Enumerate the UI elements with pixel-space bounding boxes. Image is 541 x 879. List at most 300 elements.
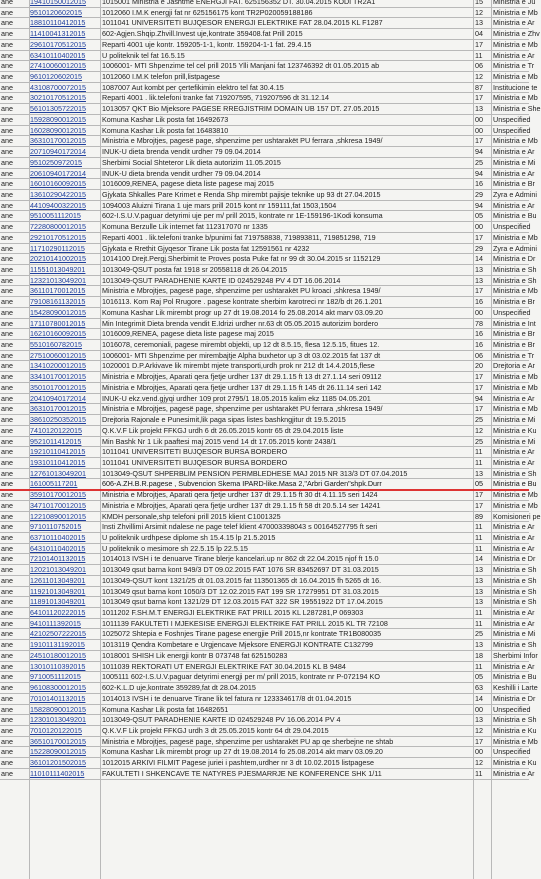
row-description-cell: 1012060 I.M.K telefon prill,listpagese bbox=[102, 72, 220, 82]
row-institution-cell: Zyra e Admini bbox=[493, 189, 537, 199]
row-type-cell: ane bbox=[1, 597, 13, 607]
row-code-cell: 14 bbox=[475, 693, 483, 703]
row-description-cell: Reparti 4001 . lik.telefoni tranke fat 719207595, 719207596 dt 31.12.14 bbox=[102, 93, 329, 103]
row-type-cell: ane bbox=[1, 104, 13, 114]
table-row bbox=[0, 705, 529, 716]
row-institution-cell: Ministria e Tr bbox=[493, 61, 535, 71]
row-code-cell: 14 bbox=[475, 254, 483, 264]
row-code-cell: 00 bbox=[475, 114, 483, 124]
row-institution-cell: Ministria e Mb bbox=[493, 7, 538, 17]
row-description-cell: 1014100 Drejt.Pergj.Sherbimit te Proves posta Puke fat nr 99 dt 30.04.2015 sr 1152129 bbox=[102, 254, 381, 264]
row-id-link[interactable]: 63710110402015 bbox=[30, 533, 86, 542]
row-type-cell: ane bbox=[1, 575, 13, 585]
row-type-cell: ane bbox=[1, 415, 13, 425]
table-row bbox=[0, 93, 538, 104]
row-id-link[interactable]: 36310170012015 bbox=[30, 404, 86, 414]
row-institution-cell: Ministria e Mb bbox=[493, 490, 538, 500]
row-institution-cell: Ministria e Ju bbox=[493, 0, 536, 6]
table-row bbox=[0, 650, 538, 662]
row-code-cell: 04 bbox=[475, 29, 483, 39]
row-id-link[interactable]: 11410041312015 bbox=[30, 29, 86, 39]
row-id-link[interactable]: 29610170512015 bbox=[30, 39, 86, 49]
row-id-link[interactable]: 56101305722015 bbox=[30, 104, 86, 114]
row-code-cell: 11 bbox=[475, 533, 483, 542]
row-id-link[interactable]: 44109400322015 bbox=[30, 200, 86, 210]
row-description-cell: 1011139 FAKULTETI I MJEKESISE ENERGJI ELEKTRIKE FAT PRILL 2015 KL TR 72108 bbox=[102, 618, 388, 628]
row-type-cell: ane bbox=[1, 586, 13, 596]
row-institution-cell: Ministria e Mb bbox=[493, 286, 538, 296]
table-row bbox=[0, 286, 538, 297]
row-id-link[interactable]: 17110780012015 bbox=[30, 318, 86, 328]
row-institution-cell: Unspecified bbox=[493, 307, 531, 317]
row-id-link[interactable]: 12321013049201 bbox=[30, 275, 86, 285]
row-type-cell: ane bbox=[1, 736, 13, 746]
table-row bbox=[0, 350, 535, 362]
row-code-cell: 17 bbox=[475, 490, 483, 500]
row-type-cell: ane bbox=[1, 307, 13, 317]
row-id-link[interactable]: 36310170012015 bbox=[30, 136, 86, 146]
row-description-cell: 1016009,RENEA, pagese dieta liste pagese maj 2015 bbox=[102, 329, 274, 339]
table-row bbox=[0, 7, 538, 19]
row-code-cell: 17 bbox=[475, 382, 483, 392]
row-description-cell: U politeknik o mesimore sh 22.5.15 lp 22.5.15 bbox=[102, 543, 248, 553]
row-id-link[interactable]: 9521011412015 bbox=[30, 436, 82, 446]
row-description-cell: 1013049-QSUT PARADHENIE KARTE ID 024529248 PV 4 DT 16.06.2014 bbox=[102, 275, 341, 285]
table-row bbox=[0, 147, 535, 158]
row-id-link[interactable]: 11710290112015 bbox=[30, 243, 85, 253]
row-code-cell: 78 bbox=[475, 318, 483, 328]
row-code-cell: 16 bbox=[475, 340, 483, 350]
row-id-link[interactable]: 63410110402015 bbox=[30, 50, 86, 60]
row-description-cell: 1025072 Shtepia e Foshnjes Tirane pagese energjie Prill 2015,nr kontrate TR1B080035 bbox=[102, 629, 382, 639]
row-id-link[interactable]: 70101401132015 bbox=[30, 693, 86, 703]
table-row bbox=[0, 640, 537, 651]
row-id-link[interactable]: 9710110752015 bbox=[30, 522, 82, 532]
row-description-cell: Komuna Kashar Lik posta fat 16492673 bbox=[102, 114, 229, 124]
row-description-cell: Gjykata Shkalles Pare Krimet e Renda Shp mirembt pajisje teknike up 93 dt 27.04.2015 bbox=[102, 189, 381, 199]
row-id-link[interactable]: 161005117201 bbox=[30, 479, 78, 489]
row-code-cell: 13 bbox=[475, 565, 483, 575]
row-code-cell: 00 bbox=[475, 125, 483, 135]
table-row bbox=[0, 457, 535, 469]
table-row bbox=[0, 661, 535, 673]
row-type-cell: ane bbox=[1, 479, 13, 489]
row-type-cell: ane bbox=[1, 286, 13, 296]
row-code-cell: 25 bbox=[475, 415, 483, 425]
row-type-cell: ane bbox=[1, 254, 13, 264]
row-type-cell: ane bbox=[1, 457, 13, 467]
table-row bbox=[0, 672, 537, 683]
row-institution-cell: Ministria e Dr bbox=[493, 254, 536, 264]
row-type-cell: ane bbox=[1, 608, 13, 618]
row-id-link[interactable]: 12611013049201 bbox=[30, 575, 86, 585]
row-id-link[interactable]: 11551013049201 bbox=[30, 265, 86, 274]
row-description-cell: 1011041 UNIVERSITETI BUJQESOR ENERGJI ELEKTRIKE FAT 28.04.2015 KL F1287 bbox=[102, 18, 383, 28]
row-institution-cell: Ministria e Sh bbox=[493, 640, 537, 650]
row-code-cell: 13 bbox=[475, 586, 483, 596]
row-description-cell: Ministria e Mbrojtjes, pagesë page, shpenzime per ushtarakët PU ferrara ,shkresa 1949/ bbox=[102, 136, 383, 146]
table-row bbox=[0, 725, 537, 737]
row-id-link[interactable]: 64101120222015 bbox=[30, 608, 86, 618]
row-id-link[interactable]: 20710940172014 bbox=[30, 147, 86, 157]
row-type-cell: ane bbox=[1, 211, 13, 221]
row-description-cell: 1014013 IVSH i te denuarve Tirane lik tel fatura nr 123334617/8 dt 01.04.2015 bbox=[102, 693, 352, 703]
row-description-cell: Min Integrimit Dieta brenda vendit E.Idrizi urdher nr.63 dt 05.05.2015 autorizim bordero bbox=[102, 318, 379, 328]
row-code-cell: 16 bbox=[475, 329, 483, 339]
row-code-cell: 13 bbox=[475, 265, 483, 274]
row-description-cell: 1013049-QSUT posta fat 1918 sr 20558118 dt 26.04.2015 bbox=[102, 265, 288, 274]
row-id-link[interactable]: 38610250352015 bbox=[30, 415, 86, 425]
row-institution-cell: Ministria e Mb bbox=[493, 39, 538, 49]
red-underline-mark bbox=[0, 489, 529, 490]
row-id-link[interactable]: 19210110412015 bbox=[30, 447, 86, 457]
table-row bbox=[0, 372, 538, 383]
row-id-link[interactable]: 9710051112015 bbox=[30, 672, 81, 682]
row-id-link[interactable]: 27510060012015 bbox=[30, 350, 86, 360]
row-description-cell: Ministria e Mbrojtjes, Aparati qera fjetje urdher 137 dt 29.1.15 ft 145 dt 26.11.14 seri 142 bbox=[102, 382, 382, 392]
row-id-link[interactable]: 36101201502015 bbox=[30, 758, 86, 768]
row-institution-cell: Ministria e Ar bbox=[493, 168, 535, 178]
row-id-link[interactable]: 12301013049201 bbox=[30, 715, 86, 725]
table-row bbox=[0, 104, 541, 115]
row-type-cell: ane bbox=[1, 50, 13, 60]
row-code-cell: 87 bbox=[475, 82, 483, 92]
table-row bbox=[0, 511, 541, 523]
row-type-cell: ane bbox=[1, 243, 13, 253]
row-institution-cell: Ministria e Mb bbox=[493, 136, 538, 146]
row-id-link[interactable]: 64310110402015 bbox=[30, 543, 86, 553]
row-description-cell: Min Bashk Nr 1 Lik paaftesi maj 2015 vend 14 dt 17.05.2015 kontr 2438/1 bbox=[102, 436, 337, 446]
table-row bbox=[0, 586, 537, 598]
row-id-link[interactable]: 19101131192015 bbox=[30, 640, 85, 650]
row-id-link[interactable]: 9510051112015 bbox=[30, 211, 81, 221]
row-description-cell: Ministria e Mbrojtjes, pagesë page, shpenzime per ushtarakët PU ferrara ,shkresa 1949/ bbox=[102, 404, 383, 414]
row-description-cell: 1011202 F.SH.M.T ENERGJI ELEKTRIKE FAT PRILL 2015 KL L287281,P 069303 bbox=[102, 608, 364, 618]
row-type-cell: ane bbox=[1, 93, 13, 103]
row-institution-cell: Ministria e Ar bbox=[493, 457, 535, 467]
row-id-link[interactable]: 29210170512015 bbox=[30, 232, 86, 242]
row-type-cell: ane bbox=[1, 511, 13, 521]
table-row bbox=[0, 490, 538, 501]
row-type-cell: ane bbox=[1, 329, 13, 339]
row-code-cell: 17 bbox=[475, 286, 483, 296]
row-id-link[interactable]: 18810110412015 bbox=[30, 18, 86, 28]
row-type-cell: ane bbox=[1, 114, 13, 124]
row-institution-cell: Ministria e Sh bbox=[493, 275, 537, 285]
row-code-cell: 25 bbox=[475, 436, 483, 446]
row-id-link[interactable]: 15428090012015 bbox=[30, 307, 86, 317]
row-type-cell: ane bbox=[1, 382, 13, 392]
row-id-link[interactable]: 7410120122015 bbox=[30, 425, 82, 435]
row-id-link[interactable]: 42102507222015 bbox=[30, 629, 86, 639]
row-code-cell: 16 bbox=[475, 179, 483, 189]
row-id-link[interactable]: 15928090012015 bbox=[30, 114, 86, 124]
row-id-link[interactable]: 13610290422015 bbox=[30, 189, 86, 199]
table-row bbox=[0, 522, 535, 533]
row-description-cell: 1013119 Qendra Kombetare e Urgjencave Mjeksore ENERGJI KONTRATE C132799 bbox=[102, 640, 373, 650]
row-institution-cell: Komisioneri pe bbox=[493, 511, 541, 521]
row-type-cell: ane bbox=[1, 265, 13, 274]
row-code-cell: 94 bbox=[475, 200, 483, 210]
row-institution-cell: Ministria e Dr bbox=[493, 554, 536, 564]
row-type-cell: ane bbox=[1, 768, 13, 778]
row-code-cell: 05 bbox=[475, 211, 483, 221]
row-institution-cell: Unspecified bbox=[493, 747, 531, 757]
row-institution-cell: Ministria e Ar bbox=[493, 661, 535, 671]
row-code-cell: 17 bbox=[475, 232, 483, 242]
row-id-link[interactable]: 12210890012015 bbox=[30, 511, 86, 521]
row-id-link[interactable]: 11921013049201 bbox=[30, 586, 86, 596]
row-code-cell: 12 bbox=[475, 425, 483, 435]
row-id-link[interactable]: 30210170512015 bbox=[30, 93, 86, 103]
row-type-cell: ane bbox=[1, 447, 13, 457]
row-type-cell: ane bbox=[1, 7, 13, 17]
row-id-link[interactable]: 36110170012015 bbox=[30, 286, 86, 296]
row-id-link[interactable]: 9510120602015 bbox=[30, 7, 82, 17]
table-row bbox=[0, 222, 529, 233]
row-type-cell: ane bbox=[1, 61, 13, 71]
row-type-cell: ane bbox=[1, 297, 13, 307]
row-id-link[interactable]: 72280800012015 bbox=[30, 222, 86, 232]
row-type-cell: ane bbox=[1, 629, 13, 639]
row-id-link[interactable]: 16210160092015 bbox=[30, 329, 86, 339]
row-institution-cell: Unspecified bbox=[493, 704, 531, 714]
row-institution-cell: Ministria e Ar bbox=[493, 18, 535, 28]
row-description-cell: 602-I.S.U.V.paguar detyrimi uje per m/ prill 2015, kontrate nr 1E-159196-1Kodi konsuma bbox=[102, 211, 383, 221]
row-description-cell: INUK-U dieta brenda vendit urdher 79 09.04.2014 bbox=[102, 168, 261, 178]
row-type-cell: ane bbox=[1, 747, 13, 757]
row-code-cell: 13 bbox=[475, 104, 483, 114]
row-id-link[interactable]: 11891013049201 bbox=[30, 597, 86, 607]
row-id-link[interactable]: 13410200012015 bbox=[30, 361, 86, 371]
row-id-link[interactable]: 12021013049201 bbox=[30, 565, 86, 575]
table-row bbox=[0, 382, 538, 394]
row-id-link[interactable]: 19410150012015 bbox=[30, 0, 86, 6]
row-id-link[interactable]: 11010111402015 bbox=[30, 768, 85, 778]
table-row bbox=[0, 200, 535, 212]
row-code-cell: 15 bbox=[475, 0, 483, 6]
row-institution-cell: Unspecified bbox=[493, 114, 531, 124]
table-row bbox=[0, 126, 529, 137]
row-type-cell: ane bbox=[1, 693, 13, 703]
row-code-cell: 00 bbox=[475, 222, 483, 232]
table-row bbox=[0, 0, 536, 8]
row-institution-cell: Drejtoria e Ar bbox=[493, 361, 535, 371]
row-description-cell: 1020001 D.P.Arkivave lik mirembt mjete transporti,urdh prok nr 212 dt 14.4.2015,flese bbox=[102, 361, 375, 371]
row-code-cell: 11 bbox=[475, 768, 483, 778]
row-type-cell: ane bbox=[1, 565, 13, 575]
table-row bbox=[0, 211, 537, 222]
row-institution-cell: Ministria e Ku bbox=[493, 758, 537, 768]
row-description-cell: 1011039 REKTORATI UT ENERGJI ELEKTRIKE FAT 30.04.2015 KL B 9484 bbox=[102, 661, 346, 671]
row-type-cell: ane bbox=[1, 189, 13, 199]
row-institution-cell: Ministria e Ar bbox=[493, 608, 535, 618]
row-description-cell: 1013049-QSUT SHPERBLIM PENSION PERMBLEDHESE MAJ 2015 NR 313/3 DT 07.04.2015 bbox=[102, 468, 408, 478]
row-code-cell: 12 bbox=[475, 758, 483, 768]
row-type-cell: ane bbox=[1, 147, 13, 157]
table-row bbox=[0, 436, 536, 448]
row-code-cell: 11 bbox=[475, 447, 483, 457]
row-institution-cell: Ministria e Bu bbox=[493, 211, 537, 221]
table-row bbox=[0, 189, 537, 201]
row-institution-cell: Ministria e Ar bbox=[493, 618, 535, 628]
row-code-cell: 17 bbox=[475, 736, 483, 746]
row-type-cell: ane bbox=[1, 18, 13, 28]
row-description-cell: Komuna Berzulle Lik internet fat 112317070 nr 1335 bbox=[102, 222, 268, 232]
row-code-cell: 16 bbox=[475, 297, 483, 307]
row-description-cell: Reparti 4001 . lik.telefoni tranke b/punimi fat 719758838, 719893811, 719851298, 719 bbox=[102, 232, 376, 242]
row-institution-cell: Ministria e Sh bbox=[493, 468, 537, 478]
row-description-cell: 1087007 Aut kombt per çertefikimin elektro tel fat 30.4.15 bbox=[102, 82, 284, 92]
row-description-cell: 1013049 qsut barna kont 1321/29 DT 12.03.2015 FAT 322 SR 19551922 DT 17.04.2015 bbox=[102, 597, 383, 607]
row-description-cell: Komuna Kashar Lik posta fat 16482651 bbox=[102, 704, 229, 714]
row-id-link[interactable]: 16028090012015 bbox=[30, 125, 86, 135]
table-row bbox=[0, 265, 537, 276]
row-code-cell: 94 bbox=[475, 147, 483, 157]
table-row bbox=[0, 254, 536, 265]
row-description-cell: 1013057 QKT Bio Mjeksore PAGESE RREGJISTRIM DOMAIN UB 157 DT. 27.05.2015 bbox=[102, 104, 380, 114]
row-id-link[interactable]: 20610940172014 bbox=[30, 168, 86, 178]
table-row bbox=[0, 179, 535, 190]
row-type-cell: ane bbox=[1, 157, 13, 167]
row-description-cell: 1006001- MTI Shpenzime tel cel prill 2015 Ylli Manjani fat 123746392 dt 01.05.2015 ab bbox=[102, 61, 380, 71]
table-row bbox=[0, 629, 536, 640]
row-description-cell: Q.K.V.F Lik projekt FFKGJ urdh 3 dt 25.05.2015 kontr 64 dt 29.04.2015 bbox=[102, 725, 329, 735]
table-row bbox=[0, 554, 536, 565]
row-institution-cell: Ministria e Dr bbox=[493, 693, 536, 703]
table-row bbox=[0, 415, 536, 426]
row-id-link[interactable]: 79108161132015 bbox=[30, 297, 86, 307]
row-id-link[interactable]: 9510250972015 bbox=[30, 157, 82, 167]
row-id-link[interactable]: 16010160092015 bbox=[30, 179, 86, 189]
table-row bbox=[0, 543, 535, 555]
row-code-cell: 13 bbox=[475, 715, 483, 725]
row-id-link[interactable]: 35910170012015 bbox=[30, 490, 86, 500]
row-id-link[interactable]: 20410940172014 bbox=[30, 393, 86, 403]
row-description-cell: Gjykata e Rrethit Gjyqesor Tirane Lik posta fat 12591561 nr 4232 bbox=[102, 243, 310, 253]
row-description-cell: Q.K.V.F Lik projekt FFKGJ urdh 6 dt 26.05.2015 kontr 65 dt 29.04.2015 liste bbox=[102, 425, 344, 435]
row-institution-cell: Ministria e Mb bbox=[493, 382, 538, 392]
row-code-cell: 11 bbox=[475, 661, 483, 671]
row-description-cell: 1012060 I.M.K energji fat nr 625156175 kont TR2P020059188186 bbox=[102, 7, 313, 17]
row-type-cell: ane bbox=[1, 650, 13, 660]
row-description-cell: Sherbimi Social Shteteror Lik dieta autorizim 11.05.2015 bbox=[102, 157, 281, 167]
row-institution-cell: Ministria e Br bbox=[493, 329, 535, 339]
row-type-cell: ane bbox=[1, 543, 13, 553]
row-institution-cell: Ministria e Ar bbox=[493, 768, 535, 778]
row-id-link[interactable]: 19310110412015 bbox=[30, 457, 86, 467]
row-id-link[interactable]: 13010110392015 bbox=[30, 661, 86, 671]
table-row bbox=[0, 404, 538, 415]
row-type-cell: ane bbox=[1, 640, 13, 650]
row-type-cell: ane bbox=[1, 0, 13, 6]
row-institution-cell: Ministria e Ar bbox=[493, 533, 535, 542]
table-row bbox=[0, 340, 535, 351]
row-type-cell: ane bbox=[1, 200, 13, 210]
row-id-link[interactable]: 72101401132015 bbox=[30, 554, 86, 564]
table-row bbox=[0, 157, 536, 169]
row-institution-cell: Ministria e Sh bbox=[493, 715, 537, 725]
row-type-cell: ane bbox=[1, 683, 13, 693]
row-institution-cell: Institucione te bbox=[493, 82, 538, 92]
row-institution-cell: Ministria e Int bbox=[493, 318, 536, 328]
table-row bbox=[0, 693, 536, 705]
row-type-cell: ane bbox=[1, 361, 13, 371]
row-institution-cell: Ministria e Mb bbox=[493, 404, 538, 414]
row-id-link[interactable]: 24510180012015 bbox=[30, 650, 86, 660]
table-row bbox=[0, 275, 537, 287]
row-institution-cell: Ministria e Ar bbox=[493, 393, 535, 403]
row-institution-cell: Ministria e Mi bbox=[493, 436, 536, 446]
row-id-link[interactable]: 35010170012015 bbox=[30, 382, 86, 392]
row-id-link[interactable]: 34710170012015 bbox=[30, 500, 86, 510]
row-id-link[interactable]: 15828090012015 bbox=[30, 704, 86, 714]
row-code-cell: 18 bbox=[475, 650, 483, 660]
row-id-link[interactable]: 33410170012015 bbox=[30, 372, 86, 382]
row-description-cell: U politeknik tel fat 16.5.15 bbox=[102, 50, 185, 60]
row-type-cell: ane bbox=[1, 29, 13, 39]
row-code-cell: 11 bbox=[475, 50, 483, 60]
row-id-link[interactable]: 12761013049201 bbox=[30, 468, 86, 478]
row-id-link[interactable]: 36510170012015 bbox=[30, 736, 86, 746]
row-description-cell: Ministria e Mbrojtjes, Aparati qera fjetje urdher 137 dt 29.1.15 ft 30 dt 4.11.15 seri 1424 bbox=[102, 490, 378, 500]
row-id-link[interactable]: 15228090012015 bbox=[30, 747, 86, 757]
row-id-link[interactable]: 27410060012015 bbox=[30, 61, 86, 71]
row-type-cell: ane bbox=[1, 82, 13, 92]
row-code-cell: 17 bbox=[475, 372, 483, 382]
row-type-cell: ane bbox=[1, 350, 13, 360]
row-code-cell: 25 bbox=[475, 629, 483, 639]
row-id-link[interactable]: 96108300012015 bbox=[30, 683, 86, 693]
row-id-link[interactable]: 43108700072015 bbox=[30, 82, 86, 92]
row-type-cell: ane bbox=[1, 672, 13, 682]
row-type-cell: ane bbox=[1, 72, 13, 82]
row-description-cell: FAKULTETI I SHKENCAVE TE NATYRES PJESMARRJE NE KONFERENCE SHK 1/11 bbox=[102, 768, 382, 778]
row-id-link[interactable]: 9410111392015 bbox=[30, 618, 81, 628]
row-description-cell: Komuna Kashar Lik mirembt progr up 27 dt 19.08.2014 fo 25.08.2014 akt marv 03.09.20 bbox=[102, 307, 383, 317]
row-description-cell: 1016078, ceremoniali, pagese mirembt objekti, up 12 dt 8.5.15, flesa 12.5.15, fitues 12. bbox=[102, 340, 380, 350]
row-institution-cell: Unspecified bbox=[493, 125, 531, 135]
row-id-link[interactable]: 20210141002015 bbox=[30, 254, 86, 264]
row-description-cell: 1006001- MTI Shpenzime per mirembajtje Alpha buxhetor up 3 dt 03.02.2015 fat 137 dt bbox=[102, 350, 381, 360]
row-description-cell: Komuna Kashar Lik mirembt progr up 27 dt 19.08.2014 fo 25.08.2014 akt marv 03.09.20 bbox=[102, 747, 383, 757]
row-institution-cell: Ministria e Ar bbox=[493, 522, 535, 532]
row-code-cell: 13 bbox=[475, 468, 483, 478]
row-institution-cell: Ministria e Mb bbox=[493, 232, 538, 242]
table-row bbox=[0, 425, 537, 437]
row-type-cell: ane bbox=[1, 318, 13, 328]
row-code-cell: 14 bbox=[475, 554, 483, 564]
table-row bbox=[0, 308, 529, 319]
row-id-link[interactable]: 5510160782015 bbox=[30, 340, 82, 350]
row-type-cell: ane bbox=[1, 275, 13, 285]
row-code-cell: 00 bbox=[475, 747, 483, 757]
row-institution-cell: Ministria e Tr bbox=[493, 350, 535, 360]
row-type-cell: ane bbox=[1, 39, 13, 49]
row-institution-cell: Ministria e Bu bbox=[493, 479, 537, 489]
table-row bbox=[0, 115, 529, 126]
table-row bbox=[0, 329, 535, 340]
row-institution-cell: Ministria e Bu bbox=[493, 672, 537, 682]
row-code-cell: 63 bbox=[475, 683, 483, 693]
row-code-cell: 11 bbox=[475, 608, 483, 618]
row-id-link[interactable]: 9610120602015 bbox=[30, 72, 82, 82]
row-code-cell: 05 bbox=[475, 479, 483, 489]
row-institution-cell: Ministria e Br bbox=[493, 297, 535, 307]
row-id-link[interactable]: 7010120122015 bbox=[30, 725, 82, 735]
row-type-cell: ane bbox=[1, 522, 13, 532]
row-institution-cell: Unspecified bbox=[493, 222, 531, 232]
